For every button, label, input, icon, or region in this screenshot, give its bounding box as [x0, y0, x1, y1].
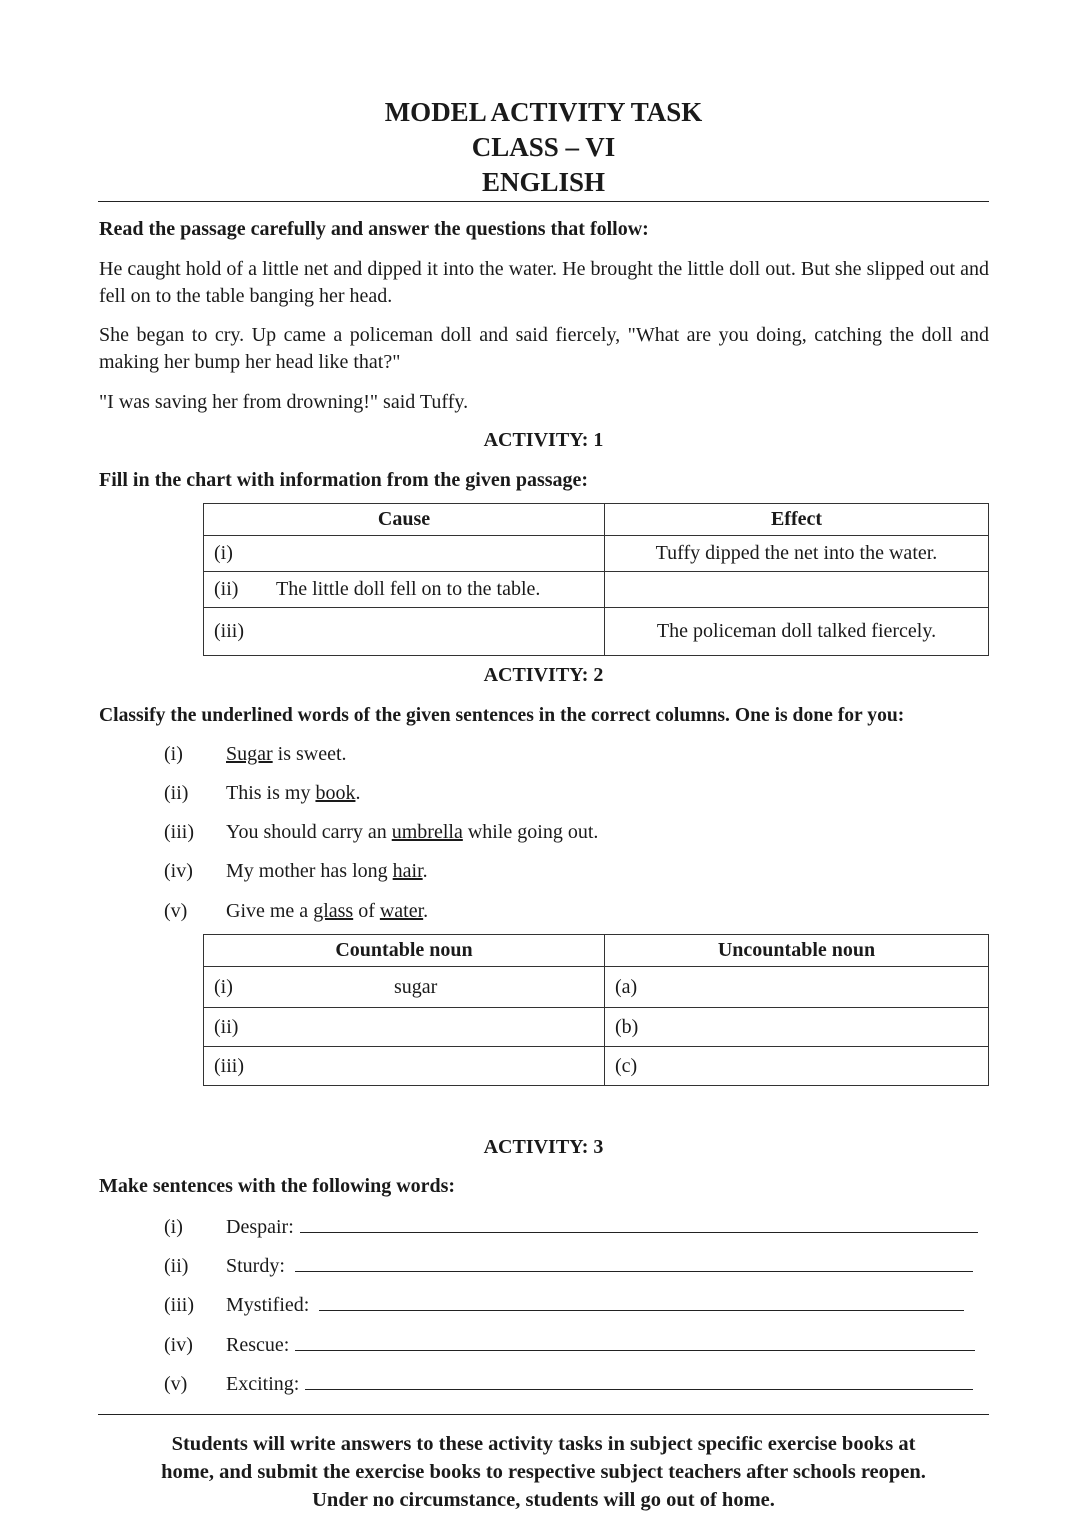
activity-3-instruction: Make sentences with the following words:: [99, 1175, 456, 1197]
countable-text: sugar: [394, 975, 438, 998]
sentence-item: [164, 858, 994, 885]
word-item: [164, 1251, 994, 1280]
header-divider: [98, 201, 989, 202]
column-header-cause: Cause: [204, 504, 605, 536]
item-number: (iii): [164, 1294, 194, 1316]
vocab-word: Exciting:: [226, 1373, 300, 1395]
class-label: CLASS – VI: [471, 132, 616, 162]
passage-paragraph-2: She began to cry. Up came a policeman doll and said fiercely, "What are you doing, catching the doll and making her bump her head like that?": [99, 324, 989, 373]
table-row: [204, 1047, 989, 1086]
item-number: (iii): [164, 821, 194, 843]
uncountable-cell[interactable]: [605, 1047, 989, 1086]
sentence-item: [164, 780, 994, 807]
row-number: (i): [214, 975, 233, 998]
answer-line[interactable]: [300, 1212, 978, 1233]
sentence-text: .: [355, 782, 361, 804]
answer-line[interactable]: [305, 1369, 973, 1390]
word-item: [164, 1290, 994, 1319]
activity-2-instruction: Classify the underlined words of the given sentences in the correct columns. One is done for you:: [99, 705, 905, 726]
underlined-word: hair: [392, 860, 423, 882]
column-header-effect: Effect: [605, 504, 989, 536]
table-row: [204, 536, 989, 572]
passage-paragraph-3: "I was saving her from drowning!" said Tuffy.: [99, 391, 469, 413]
table-header-row: [204, 935, 989, 967]
effect-cell[interactable]: [605, 572, 989, 608]
sentence-item: [164, 898, 994, 925]
sentence-text: This is my: [226, 782, 316, 804]
item-number: (iv): [164, 860, 193, 882]
row-number: (iii): [214, 1054, 244, 1077]
sentence-item: [164, 741, 994, 768]
activity-2-heading: ACTIVITY: 2: [483, 664, 604, 686]
sentence-text: while going out.: [462, 821, 599, 843]
row-number: (ii): [214, 578, 239, 600]
table-header-row: [204, 504, 989, 536]
column-header-countable: Countable noun: [204, 935, 605, 967]
answer-line[interactable]: [319, 1290, 964, 1311]
underlined-word: water: [379, 900, 424, 922]
sentence-text: is sweet.: [272, 743, 347, 765]
uncountable-cell[interactable]: [605, 1008, 989, 1047]
item-number: (v): [164, 1373, 188, 1395]
word-item: [164, 1330, 994, 1359]
item-number: (ii): [164, 1255, 189, 1277]
sentence-text: My mother has long: [226, 860, 393, 882]
vocab-word: Mystified:: [226, 1294, 310, 1316]
underlined-word: book: [315, 782, 356, 804]
countable-cell[interactable]: [204, 1047, 605, 1086]
noun-classification-table: [203, 934, 989, 1086]
table-row: [204, 967, 989, 1008]
passage-instruction: Read the passage carefully and answer the questions that follow:: [99, 218, 649, 240]
column-header-uncountable: Uncountable noun: [605, 935, 989, 967]
vocab-word: Sturdy:: [226, 1255, 285, 1277]
effect-cell: Tuffy dipped the net into the water.: [605, 536, 989, 572]
vocab-word: Rescue:: [226, 1334, 290, 1356]
item-number: (i): [164, 743, 183, 765]
footer-line-2: home, and submit the exercise books to respective subject teachers after schools reopen.: [161, 1461, 926, 1483]
sentence-text: .: [422, 860, 428, 882]
sentence-text: You should carry an: [226, 821, 392, 843]
underlined-word: glass: [313, 900, 354, 922]
sentence-text: Give me a: [226, 900, 314, 922]
table-row: [204, 608, 989, 656]
row-number: (iii): [214, 620, 244, 642]
row-number: (i): [214, 542, 233, 564]
activity-3-heading: ACTIVITY: 3: [483, 1136, 604, 1158]
item-number: (v): [164, 900, 188, 922]
footer-line-3: Under no circumstance, students will go out of home.: [312, 1489, 775, 1511]
answer-line[interactable]: [295, 1330, 975, 1351]
footer-divider: [98, 1414, 989, 1415]
item-number: (iv): [164, 1334, 193, 1356]
item-number: (ii): [164, 782, 189, 804]
countable-cell: [204, 967, 605, 1008]
cause-cell[interactable]: [204, 536, 605, 572]
sentence-text: of: [353, 900, 380, 922]
row-letter: (b): [615, 1015, 639, 1038]
row-number: (ii): [214, 1015, 239, 1038]
activity-1-heading: ACTIVITY: 1: [483, 429, 604, 451]
word-item: [164, 1212, 994, 1241]
sentence-text: .: [423, 900, 429, 922]
table-row: [204, 1008, 989, 1047]
row-letter: (c): [615, 1054, 638, 1077]
page-header: [0, 95, 1087, 200]
cause-text: The little doll fell on to the table.: [276, 578, 541, 600]
countable-cell[interactable]: [204, 1008, 605, 1047]
sentence-item: [164, 819, 994, 846]
cause-effect-table: [203, 503, 989, 656]
page-title: MODEL ACTIVITY TASK: [384, 97, 703, 127]
underlined-word: Sugar: [226, 743, 273, 765]
row-letter: (a): [615, 975, 638, 998]
passage-paragraph-1: He caught hold of a little net and dipped it into the water. He brought the little doll out. But she slipped out and fell on to the table banging her head.: [99, 258, 989, 307]
cause-cell: [204, 572, 605, 608]
subject-label: ENGLISH: [481, 167, 606, 197]
uncountable-cell[interactable]: [605, 967, 989, 1008]
activity-1-instruction: Fill in the chart with information from the given passage:: [99, 469, 589, 491]
item-number: (i): [164, 1216, 183, 1238]
underlined-word: umbrella: [391, 821, 463, 843]
cause-cell[interactable]: [204, 608, 605, 656]
answer-line[interactable]: [295, 1251, 973, 1272]
effect-cell: The policeman doll talked fiercely.: [605, 608, 989, 656]
table-row: [204, 572, 989, 608]
footer-line-1: Students will write answers to these activity tasks in subject specific exercise books at: [171, 1433, 916, 1455]
vocab-word: Despair:: [226, 1216, 294, 1238]
word-item: [164, 1369, 994, 1398]
footer-note: [80, 1430, 1007, 1514]
